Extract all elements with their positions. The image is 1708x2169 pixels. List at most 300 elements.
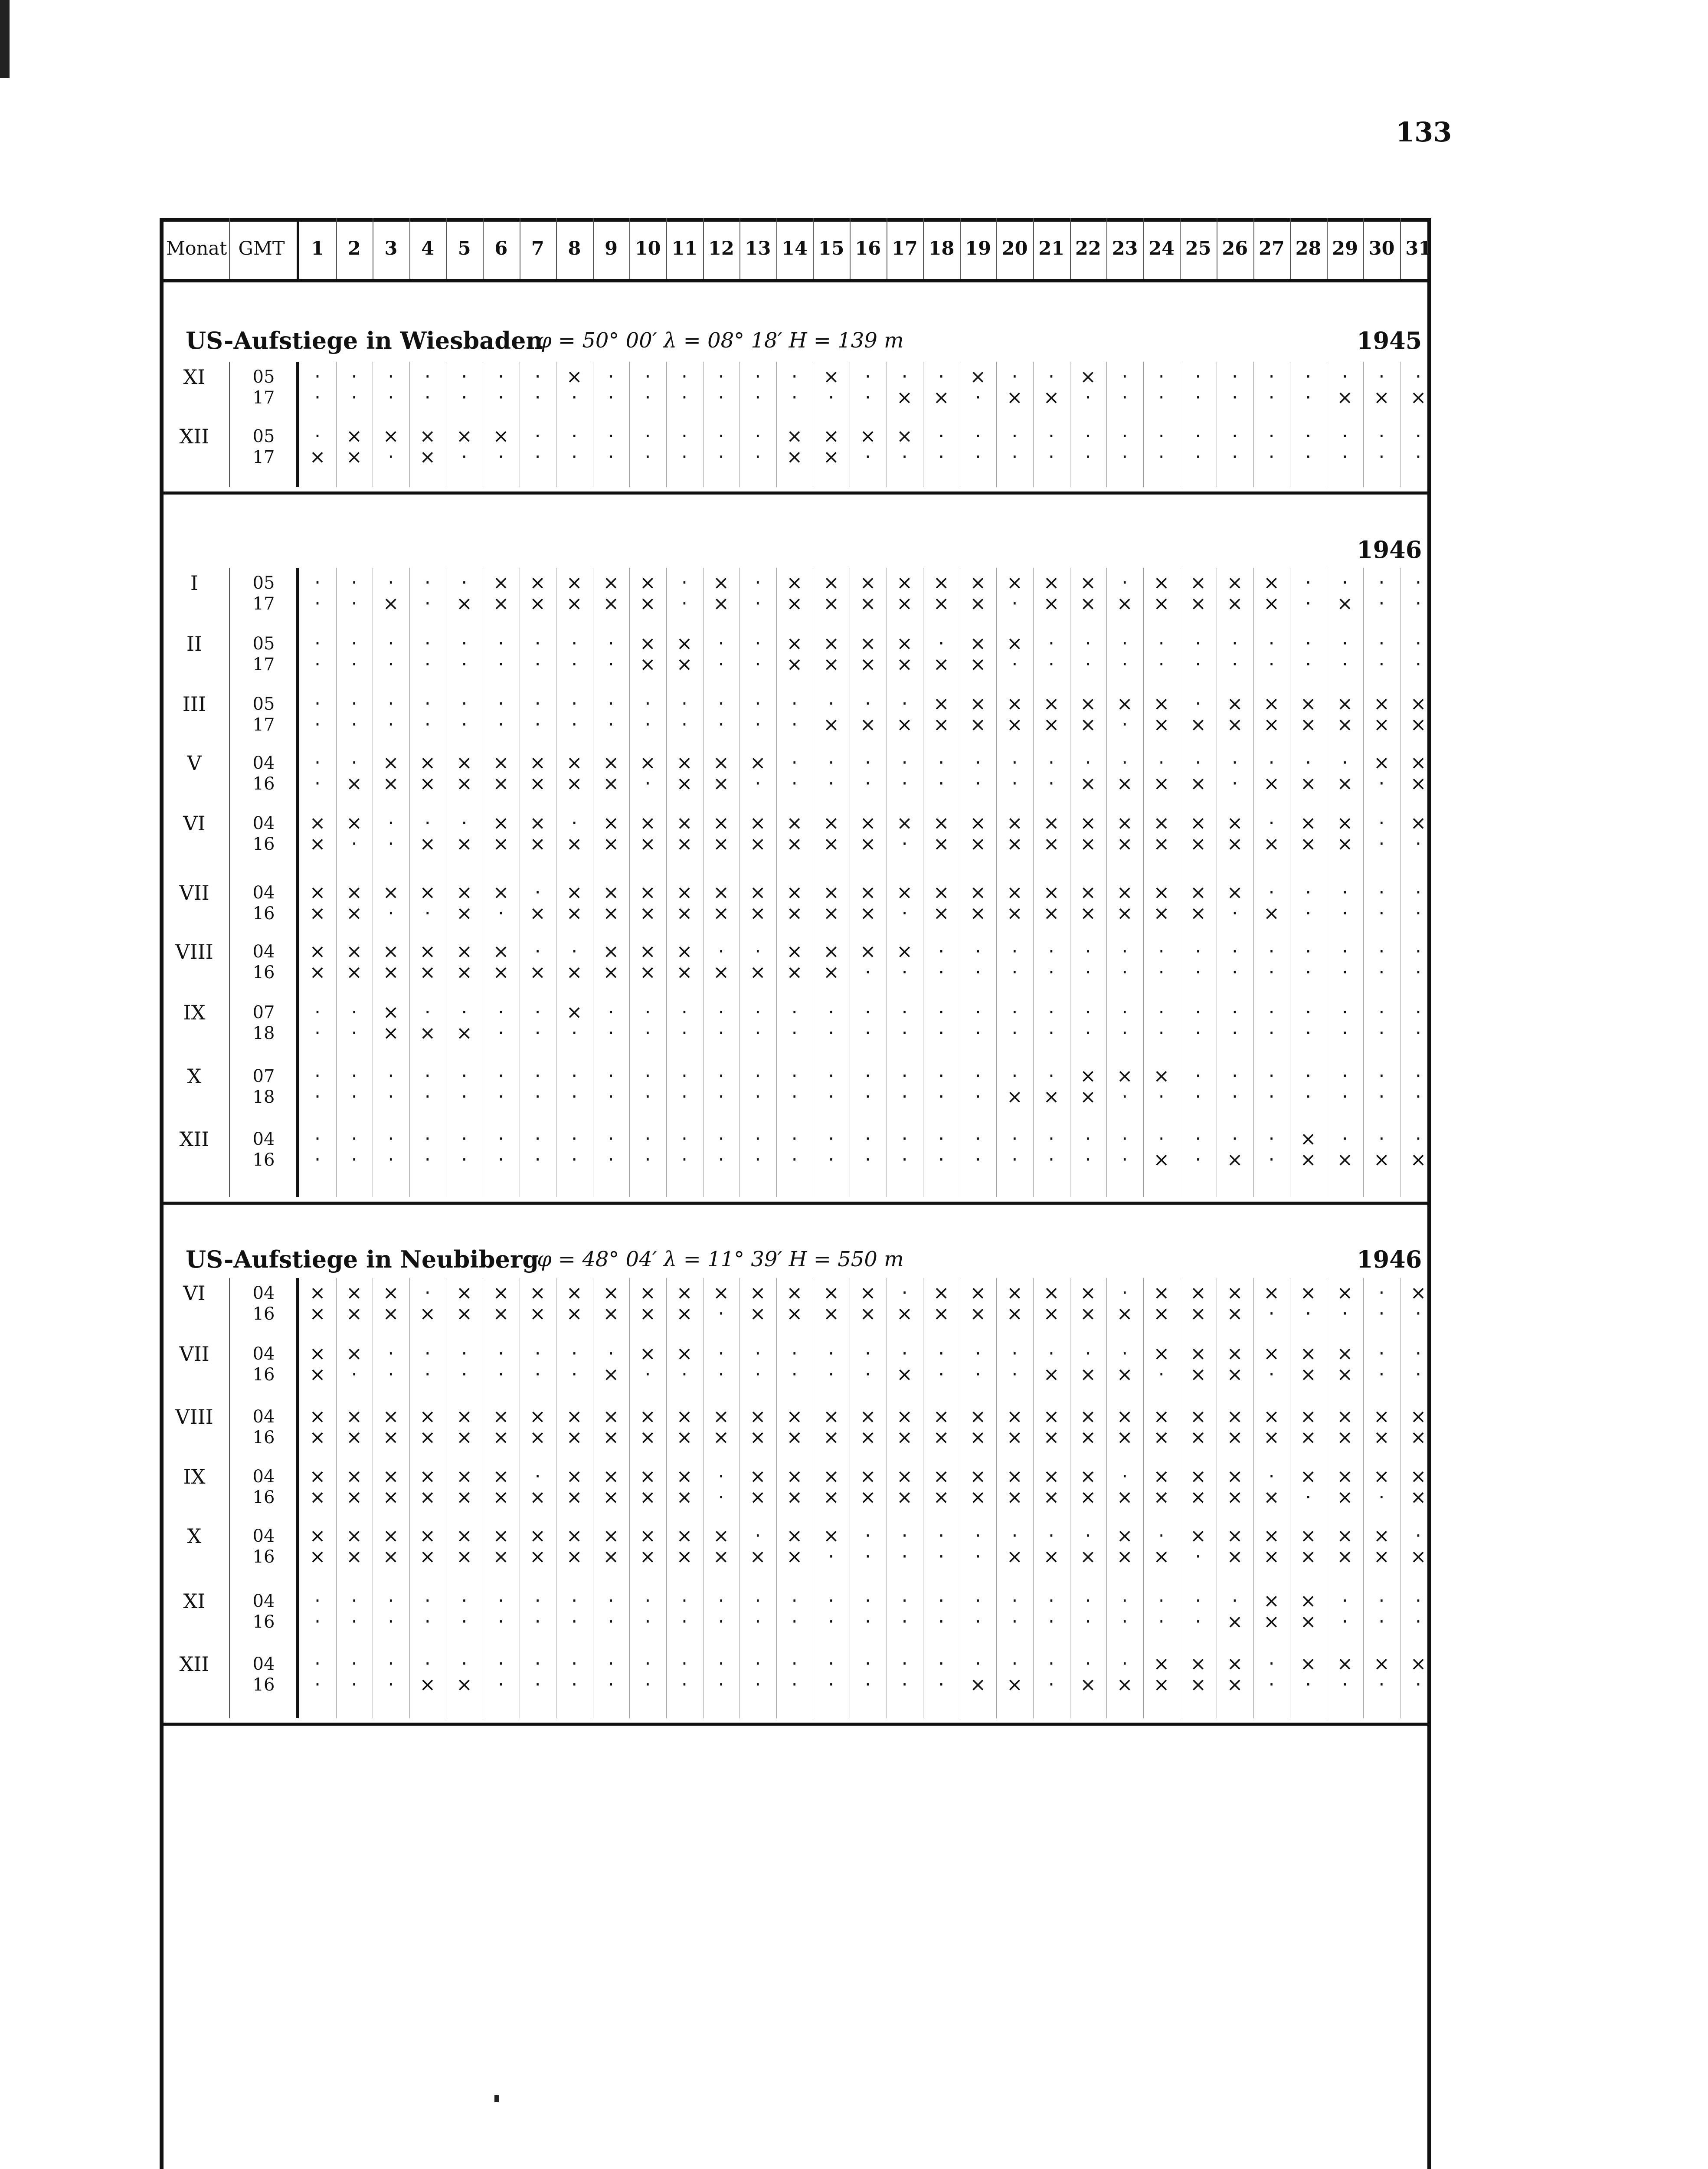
no-ascent-dot: · [571, 425, 578, 447]
no-ascent-dot: · [1415, 1363, 1421, 1386]
no-ascent-dot: · [424, 593, 431, 615]
ascent-mark: × [1116, 812, 1133, 834]
ascent-mark: × [1373, 1653, 1390, 1675]
no-ascent-dot: · [571, 1674, 578, 1696]
no-ascent-dot: · [498, 1590, 504, 1612]
no-ascent-dot: · [901, 1674, 908, 1696]
no-ascent-dot: · [645, 693, 651, 715]
ascent-mark: × [823, 446, 839, 468]
no-ascent-dot: · [461, 1128, 468, 1150]
header-day: 7 [531, 238, 544, 259]
ascent-mark: × [749, 902, 766, 924]
no-ascent-dot: · [608, 1001, 614, 1023]
ascent-mark: × [493, 425, 509, 447]
no-ascent-dot: · [1122, 714, 1128, 736]
ascent-mark: × [1227, 593, 1243, 615]
no-ascent-dot: · [718, 1303, 724, 1325]
ascent-mark: × [1300, 1149, 1316, 1171]
ascent-mark: × [1263, 773, 1280, 795]
ascent-mark: × [1153, 1653, 1170, 1675]
ascent-mark: × [749, 881, 766, 904]
ascent-mark: × [530, 1303, 546, 1325]
ascent-mark: × [493, 940, 509, 963]
ascent-mark: × [493, 752, 509, 774]
ascent-mark: × [603, 1486, 619, 1508]
ascent-mark: × [1300, 714, 1316, 736]
ascent-mark: × [639, 1303, 656, 1325]
ascent-mark: × [676, 833, 693, 855]
gmt-hour: 05 [252, 694, 275, 714]
no-ascent-dot: · [718, 1486, 724, 1508]
no-ascent-dot: · [534, 653, 541, 675]
ascent-mark: × [1190, 833, 1206, 855]
no-ascent-dot: · [645, 1363, 651, 1386]
ascent-mark: × [860, 1303, 876, 1325]
no-ascent-dot: · [1342, 1001, 1348, 1023]
no-ascent-dot: · [1048, 1128, 1054, 1150]
ascent-mark: × [786, 881, 803, 904]
no-ascent-dot: · [534, 1065, 541, 1087]
no-ascent-dot: · [608, 1590, 614, 1612]
ascent-mark: × [860, 653, 876, 675]
ascent-mark: × [1190, 572, 1206, 594]
no-ascent-dot: · [645, 1001, 651, 1023]
no-ascent-dot: · [424, 1282, 431, 1304]
no-ascent-dot: · [1085, 387, 1091, 409]
ascent-mark: × [749, 1426, 766, 1448]
ascent-mark: × [419, 1525, 436, 1547]
no-ascent-dot: · [498, 1001, 504, 1023]
month-label: VII [179, 1342, 209, 1366]
ascent-mark: × [897, 572, 913, 594]
no-ascent-dot: · [975, 1653, 981, 1675]
no-ascent-dot: · [1158, 632, 1165, 655]
ascent-mark: × [1080, 593, 1096, 615]
ascent-mark: × [1227, 812, 1243, 834]
ascent-mark: × [1190, 714, 1206, 736]
ascent-mark: × [1116, 1065, 1133, 1087]
ascent-mark: × [713, 1406, 730, 1428]
no-ascent-dot: · [608, 387, 614, 409]
ascent-mark: × [1190, 1282, 1206, 1304]
ascent-mark: × [786, 833, 803, 855]
no-ascent-dot: · [1195, 632, 1201, 655]
no-ascent-dot: · [1378, 572, 1385, 594]
ascent-mark: × [419, 940, 436, 963]
ascent-mark: × [1080, 1546, 1096, 1568]
ascent-mark: × [786, 902, 803, 924]
no-ascent-dot: · [1195, 653, 1201, 675]
ascent-mark: × [1190, 1363, 1206, 1386]
ascent-mark: × [1153, 1065, 1170, 1087]
no-ascent-dot: · [498, 1022, 504, 1044]
no-ascent-dot: · [718, 1590, 724, 1612]
ascent-mark: × [1227, 1674, 1243, 1696]
header-divider [739, 218, 740, 279]
header-divider [1070, 218, 1071, 279]
ascent-mark: × [676, 653, 693, 675]
no-ascent-dot: · [1122, 1611, 1128, 1633]
station-title: US-Aufstiege in Wiesbaden [186, 327, 543, 354]
ascent-mark: × [309, 1343, 326, 1365]
no-ascent-dot: · [681, 1653, 687, 1675]
gmt-hour: 05 [252, 634, 275, 654]
no-ascent-dot: · [351, 1001, 357, 1023]
ascent-mark: × [1337, 1465, 1353, 1488]
ascent-mark: × [897, 593, 913, 615]
header-bottom-rule [160, 279, 1431, 282]
no-ascent-dot: · [645, 1086, 651, 1108]
no-ascent-dot: · [571, 1590, 578, 1612]
ascent-mark: × [566, 881, 582, 904]
no-ascent-dot: · [681, 425, 687, 447]
header-day: 1 [311, 238, 324, 259]
no-ascent-dot: · [1158, 1022, 1165, 1044]
no-ascent-dot: · [1158, 961, 1165, 983]
ascent-mark: × [383, 1486, 399, 1508]
no-ascent-dot: · [534, 1343, 541, 1365]
no-ascent-dot: · [1158, 940, 1165, 963]
no-ascent-dot: · [1268, 1303, 1275, 1325]
no-ascent-dot: · [1122, 752, 1128, 774]
no-ascent-dot: · [1122, 1282, 1128, 1304]
no-ascent-dot: · [938, 425, 945, 447]
no-ascent-dot: · [865, 366, 871, 388]
no-ascent-dot: · [351, 572, 357, 594]
no-ascent-dot: · [1378, 833, 1385, 855]
no-ascent-dot: · [314, 632, 321, 655]
ascent-mark: × [1190, 1486, 1206, 1508]
no-ascent-dot: · [1378, 1590, 1385, 1612]
ascent-mark: × [749, 752, 766, 774]
no-ascent-dot: · [1305, 593, 1312, 615]
header-divider [1363, 218, 1364, 279]
ascent-mark: × [970, 812, 986, 834]
ascent-mark: × [1080, 902, 1096, 924]
no-ascent-dot: · [938, 1590, 945, 1612]
ascent-mark: × [1080, 833, 1096, 855]
ascent-mark: × [860, 1406, 876, 1428]
ascent-mark: × [456, 881, 472, 904]
ascent-mark: × [676, 1343, 693, 1365]
ascent-mark: × [309, 833, 326, 855]
no-ascent-dot: · [571, 387, 578, 409]
gmt-hour: 07 [252, 1066, 275, 1086]
no-ascent-dot: · [1011, 653, 1018, 675]
ascent-mark: × [603, 773, 619, 795]
no-ascent-dot: · [1378, 1486, 1385, 1508]
no-ascent-dot: · [1305, 752, 1312, 774]
ascent-mark: × [1043, 812, 1060, 834]
no-ascent-dot: · [314, 1001, 321, 1023]
no-ascent-dot: · [718, 940, 724, 963]
no-ascent-dot: · [1011, 1149, 1018, 1171]
ascent-mark: × [309, 902, 326, 924]
ascent-mark: × [1006, 833, 1023, 855]
no-ascent-dot: · [975, 1022, 981, 1044]
ascent-mark: × [639, 1343, 656, 1365]
ascent-mark: × [786, 1465, 803, 1488]
no-ascent-dot: · [608, 1065, 614, 1087]
no-ascent-dot: · [865, 1065, 871, 1087]
ascent-mark: × [566, 1001, 582, 1023]
header-day: 20 [1001, 238, 1028, 259]
ascent-mark: × [1227, 1465, 1243, 1488]
no-ascent-dot: · [1048, 425, 1054, 447]
no-ascent-dot: · [1158, 1086, 1165, 1108]
ascent-mark: × [1300, 1426, 1316, 1448]
no-ascent-dot: · [645, 714, 651, 736]
ascent-mark: × [1006, 1282, 1023, 1304]
no-ascent-dot: · [1122, 572, 1128, 594]
no-ascent-dot: · [571, 812, 578, 834]
no-ascent-dot: · [1415, 1303, 1421, 1325]
no-ascent-dot: · [938, 446, 945, 468]
no-ascent-dot: · [1158, 1525, 1165, 1547]
no-ascent-dot: · [681, 366, 687, 388]
no-ascent-dot: · [755, 1363, 761, 1386]
no-ascent-dot: · [1415, 1590, 1421, 1612]
no-ascent-dot: · [681, 593, 687, 615]
ascent-mark: × [713, 752, 730, 774]
no-ascent-dot: · [1158, 425, 1165, 447]
no-ascent-dot: · [828, 1653, 834, 1675]
no-ascent-dot: · [865, 1343, 871, 1365]
gmt-hour: 04 [252, 753, 275, 773]
ascent-mark: × [1227, 1363, 1243, 1386]
no-ascent-dot: · [1378, 1086, 1385, 1108]
ascent-mark: × [897, 1426, 913, 1448]
ascent-mark: × [1080, 1486, 1096, 1508]
ascent-mark: × [1006, 632, 1023, 655]
no-ascent-dot: · [351, 1674, 357, 1696]
no-ascent-dot: · [461, 1611, 468, 1633]
ascent-mark: × [823, 425, 839, 447]
no-ascent-dot: · [498, 632, 504, 655]
no-ascent-dot: · [1158, 653, 1165, 675]
ascent-mark: × [603, 940, 619, 963]
ascent-mark: × [566, 1465, 582, 1488]
ascent-mark: × [1373, 1149, 1390, 1171]
no-ascent-dot: · [901, 1611, 908, 1633]
ascent-mark: × [1263, 593, 1280, 615]
ascent-mark: × [1227, 572, 1243, 594]
month-label: VII [179, 881, 209, 904]
ascent-mark: × [639, 902, 656, 924]
ascent-mark: × [1337, 1282, 1353, 1304]
no-ascent-dot: · [865, 387, 871, 409]
no-ascent-dot: · [1268, 752, 1275, 774]
no-ascent-dot: · [1158, 1590, 1165, 1612]
ascent-mark: × [309, 1426, 326, 1448]
ascent-mark: × [1116, 1674, 1133, 1696]
header-day: 31 [1405, 238, 1432, 259]
ascent-mark: × [860, 593, 876, 615]
ascent-mark: × [1043, 693, 1060, 715]
header-divider [1400, 218, 1401, 279]
ascent-mark: × [309, 1546, 326, 1568]
no-ascent-dot: · [718, 1674, 724, 1696]
no-ascent-dot: · [1122, 961, 1128, 983]
header-gmt: GMT [238, 238, 285, 259]
header-divider [1180, 218, 1181, 279]
ascent-mark: × [713, 593, 730, 615]
no-ascent-dot: · [534, 446, 541, 468]
ascent-mark: × [346, 1282, 363, 1304]
no-ascent-dot: · [388, 1653, 394, 1675]
ascent-mark: × [493, 1525, 509, 1547]
no-ascent-dot: · [645, 1149, 651, 1171]
gmt-hour: 17 [252, 715, 275, 735]
no-ascent-dot: · [938, 773, 945, 795]
ascent-mark: × [1116, 1406, 1133, 1428]
ascent-mark: × [860, 632, 876, 655]
ascent-mark: × [383, 773, 399, 795]
header-day: 2 [347, 238, 361, 259]
ascent-mark: × [970, 714, 986, 736]
gmt-hour: 07 [252, 1003, 275, 1022]
ascent-mark: × [1116, 1546, 1133, 1568]
no-ascent-dot: · [1232, 902, 1238, 924]
no-ascent-dot: · [1232, 425, 1238, 447]
no-ascent-dot: · [608, 366, 614, 388]
no-ascent-dot: · [1268, 1065, 1275, 1087]
ascent-mark: × [713, 1546, 730, 1568]
no-ascent-dot: · [388, 446, 394, 468]
no-ascent-dot: · [901, 1343, 908, 1365]
no-ascent-dot: · [1048, 1022, 1054, 1044]
ascent-mark: × [897, 1406, 913, 1428]
ascent-mark: × [566, 961, 582, 983]
no-ascent-dot: · [571, 714, 578, 736]
ascent-mark: × [786, 425, 803, 447]
no-ascent-dot: · [351, 1022, 357, 1044]
no-ascent-dot: · [645, 366, 651, 388]
ascent-mark: × [1190, 902, 1206, 924]
no-ascent-dot: · [388, 653, 394, 675]
header-divider [1106, 218, 1107, 279]
no-ascent-dot: · [1378, 1674, 1385, 1696]
ascent-mark: × [1190, 1465, 1206, 1488]
no-ascent-dot: · [865, 1128, 871, 1150]
no-ascent-dot: · [1378, 1065, 1385, 1087]
ascent-mark: × [1043, 902, 1060, 924]
ascent-mark: × [713, 902, 730, 924]
ascent-mark: × [1080, 773, 1096, 795]
ascent-mark: × [933, 1406, 949, 1428]
ascent-mark: × [1006, 714, 1023, 736]
no-ascent-dot: · [1415, 940, 1421, 963]
no-ascent-dot: · [1305, 961, 1312, 983]
no-ascent-dot: · [938, 1363, 945, 1386]
no-ascent-dot: · [571, 653, 578, 675]
no-ascent-dot: · [1378, 940, 1385, 963]
ascent-mark: × [1337, 1363, 1353, 1386]
no-ascent-dot: · [461, 446, 468, 468]
no-ascent-dot: · [755, 425, 761, 447]
no-ascent-dot: · [1011, 1065, 1018, 1087]
no-ascent-dot: · [498, 653, 504, 675]
ascent-mark: × [860, 572, 876, 594]
no-ascent-dot: · [424, 902, 431, 924]
ascent-mark: × [493, 1282, 509, 1304]
ascent-mark: × [1006, 881, 1023, 904]
header-divider [923, 218, 924, 279]
ascent-mark: × [639, 632, 656, 655]
no-ascent-dot: · [608, 1343, 614, 1365]
ascent-mark: × [1043, 1486, 1060, 1508]
ascent-mark: × [383, 1282, 399, 1304]
no-ascent-dot: · [828, 1128, 834, 1150]
ascent-mark: × [1006, 812, 1023, 834]
ascent-mark: × [1227, 1303, 1243, 1325]
ascent-mark: × [897, 1486, 913, 1508]
no-ascent-dot: · [461, 366, 468, 388]
no-ascent-dot: · [975, 425, 981, 447]
month-label: XII [179, 425, 209, 448]
ascent-mark: × [1300, 1128, 1316, 1150]
no-ascent-dot: · [608, 1653, 614, 1675]
ascent-mark: × [749, 1465, 766, 1488]
no-ascent-dot: · [424, 714, 431, 736]
no-ascent-dot: · [388, 1343, 394, 1365]
no-ascent-dot: · [1195, 1022, 1201, 1044]
ascent-mark: × [676, 752, 693, 774]
ascent-mark: × [823, 812, 839, 834]
ascent-mark: × [346, 1465, 363, 1488]
no-ascent-dot: · [498, 714, 504, 736]
no-ascent-dot: · [1305, 1674, 1312, 1696]
header-day: 27 [1258, 238, 1285, 259]
ascent-mark: × [713, 961, 730, 983]
ascent-mark: × [530, 1282, 546, 1304]
no-ascent-dot: · [1085, 1022, 1091, 1044]
no-ascent-dot: · [314, 425, 321, 447]
ascent-mark: × [897, 653, 913, 675]
no-ascent-dot: · [1415, 1086, 1421, 1108]
no-ascent-dot: · [1011, 1128, 1018, 1150]
no-ascent-dot: · [571, 1149, 578, 1171]
no-ascent-dot: · [938, 1128, 945, 1150]
gmt-hour: 17 [252, 388, 275, 408]
ascent-mark: × [603, 1546, 619, 1568]
ascent-mark: × [1227, 833, 1243, 855]
no-ascent-dot: · [975, 446, 981, 468]
no-ascent-dot: · [424, 1086, 431, 1108]
ascent-mark: × [860, 1486, 876, 1508]
no-ascent-dot: · [938, 940, 945, 963]
no-ascent-dot: · [718, 366, 724, 388]
no-ascent-dot: · [1048, 773, 1054, 795]
ascent-mark: × [346, 940, 363, 963]
ascent-mark: × [1227, 1525, 1243, 1547]
no-ascent-dot: · [388, 572, 394, 594]
no-ascent-dot: · [424, 653, 431, 675]
no-ascent-dot: · [1305, 1486, 1312, 1508]
no-ascent-dot: · [608, 1674, 614, 1696]
no-ascent-dot: · [791, 1065, 798, 1087]
no-ascent-dot: · [865, 1149, 871, 1171]
no-ascent-dot: · [718, 1001, 724, 1023]
header-day: 13 [745, 238, 771, 259]
ascent-mark: × [456, 1303, 472, 1325]
ascent-mark: × [1373, 714, 1390, 736]
header-divider [1033, 218, 1034, 279]
header-day: 29 [1332, 238, 1358, 259]
no-ascent-dot: · [1268, 387, 1275, 409]
header-day: 24 [1148, 238, 1175, 259]
no-ascent-dot: · [718, 693, 724, 715]
